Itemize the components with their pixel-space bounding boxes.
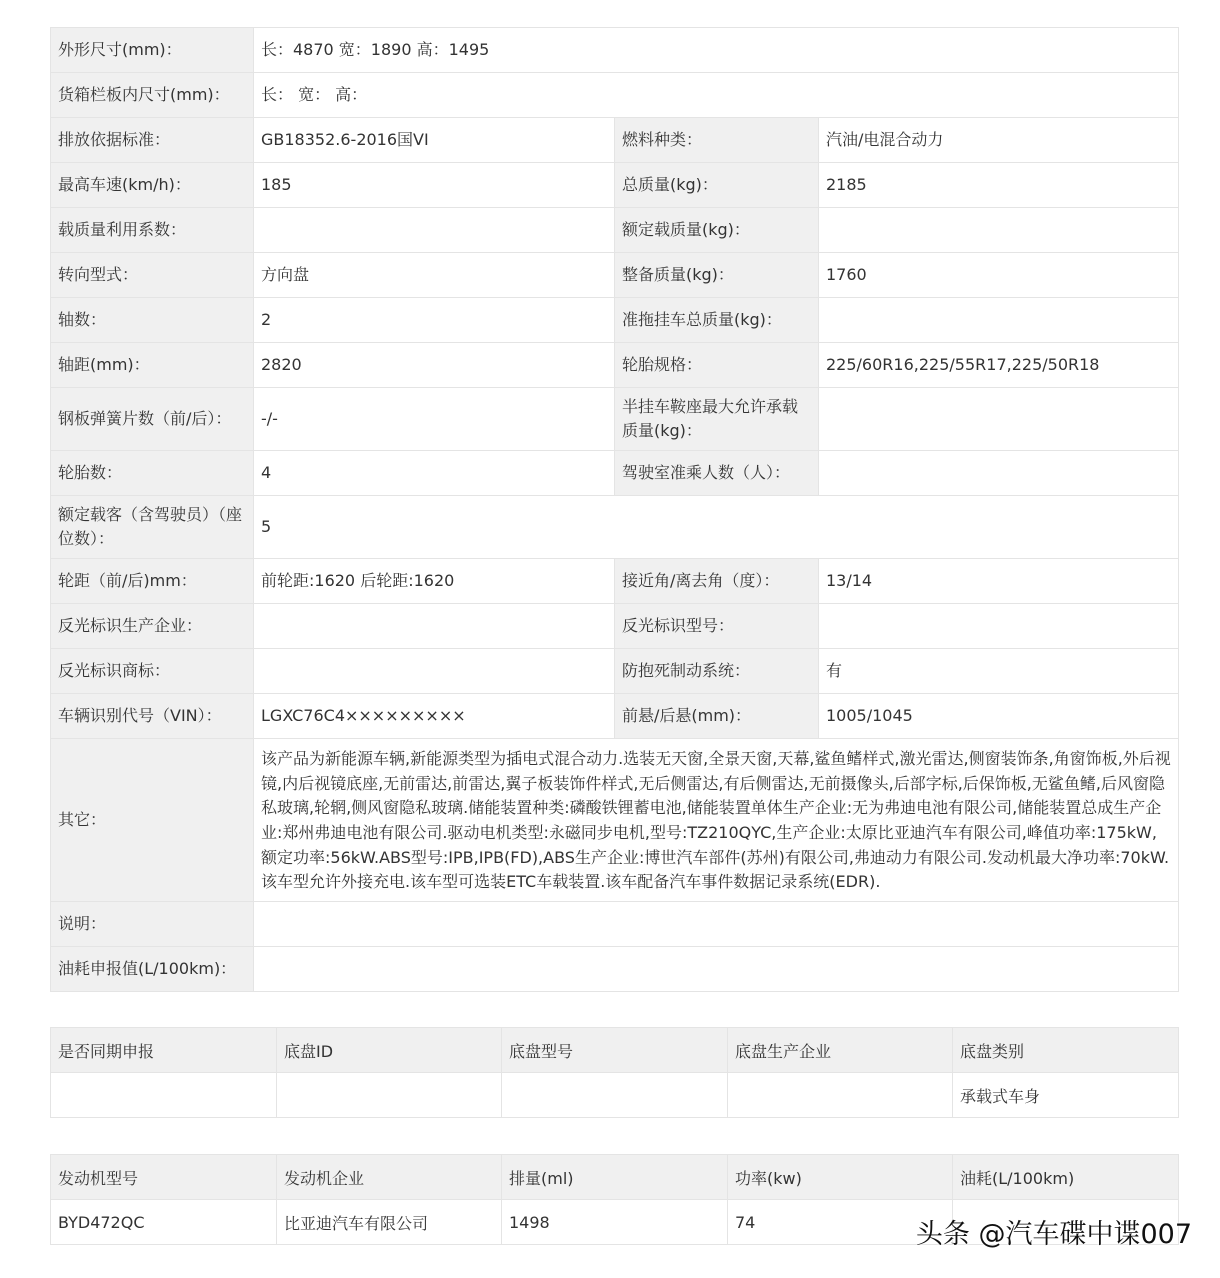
rated-load-label: 额定载质量(kg)： (615, 208, 819, 253)
reflector-model-value (819, 604, 1179, 649)
cargo-dimensions-value: 长： 宽： 高： (254, 73, 1179, 118)
steering-type-value: 方向盘 (254, 253, 615, 298)
load-coefficient-label: 载质量利用系数： (51, 208, 254, 253)
spec-row-load (51, 208, 1179, 253)
chassis-cell (51, 1073, 277, 1118)
axle-count-label: 轴数： (51, 298, 254, 343)
other-label: 其它： (51, 739, 254, 902)
reflector-model-label: 反光标识型号： (615, 604, 819, 649)
vehicle-spec-table (50, 27, 1179, 992)
total-mass-value: 2185 (819, 163, 1179, 208)
emission-standard-label: 排放依据标准： (51, 118, 254, 163)
chassis-cell (502, 1073, 728, 1118)
engine-header-row (51, 1155, 1179, 1200)
reflector-maker-value (254, 604, 615, 649)
spec-row-reflector-maker (51, 604, 1179, 649)
max-speed-label: 最高车速(km/h)： (51, 163, 254, 208)
engine-header-cell: 油耗(L/100km) (953, 1155, 1179, 1200)
spec-row-passengers (51, 496, 1179, 559)
tire-count-label: 轮胎数： (51, 451, 254, 496)
rated-load-value (819, 208, 1179, 253)
note-value (254, 902, 1179, 947)
spec-row-outer-dimensions (51, 28, 1179, 73)
wheelbase-value: 2820 (254, 343, 615, 388)
vin-label: 车辆识别代号（VIN）： (51, 694, 254, 739)
chassis-cell (728, 1073, 953, 1118)
engine-cell: 1498 (502, 1200, 728, 1245)
engine-header-cell: 排量(ml) (502, 1155, 728, 1200)
cab-seats-label: 驾驶室准乘人数（人）： (615, 451, 819, 496)
curb-mass-value: 1760 (819, 253, 1179, 298)
chassis-table (50, 1027, 1179, 1118)
spec-row-note (51, 902, 1179, 947)
reflector-maker-label: 反光标识生产企业： (51, 604, 254, 649)
emission-standard-value: GB18352.6-2016国VI (254, 118, 615, 163)
axle-count-value: 2 (254, 298, 615, 343)
wheelbase-label: 轴距(mm)： (51, 343, 254, 388)
tire-count-value: 4 (254, 451, 615, 496)
spec-row-speed-mass (51, 163, 1179, 208)
outer-dimensions-value: 长：4870 宽：1890 高：1495 (254, 28, 1179, 73)
spec-row-steering-curb (51, 253, 1179, 298)
cargo-dimensions-label: 货箱栏板内尺寸(mm)： (51, 73, 254, 118)
spec-row-axles-trailer (51, 298, 1179, 343)
fuel-consumption-label: 油耗申报值(L/100km)： (51, 947, 254, 992)
cab-seats-value (819, 451, 1179, 496)
chassis-header-cell: 底盘型号 (502, 1028, 728, 1073)
angles-value: 13/14 (819, 559, 1179, 604)
fuel-consumption-value (254, 947, 1179, 992)
engine-cell: BYD472QC (51, 1200, 277, 1245)
abs-value: 有 (819, 649, 1179, 694)
passengers-label: 额定载客（含驾驶员）（座位数）： (51, 496, 254, 559)
chassis-header-cell: 底盘类别 (953, 1028, 1179, 1073)
angles-label: 接近角/离去角（度）： (615, 559, 819, 604)
steering-type-label: 转向型式： (51, 253, 254, 298)
total-mass-label: 总质量(kg)： (615, 163, 819, 208)
engine-header-cell: 发动机型号 (51, 1155, 277, 1200)
tire-spec-label: 轮胎规格： (615, 343, 819, 388)
engine-cell: 74 (728, 1200, 953, 1245)
reflector-brand-label: 反光标识商标： (51, 649, 254, 694)
fuel-type-label: 燃料种类： (615, 118, 819, 163)
abs-label: 防抱死制动系统： (615, 649, 819, 694)
overhang-label: 前悬/后悬(mm)： (615, 694, 819, 739)
spec-row-vin-overhang (51, 694, 1179, 739)
watermark: 头条 @汽车碟中谍007 (915, 1219, 1192, 1250)
track-value: 前轮距:1620 后轮距:1620 (254, 559, 615, 604)
curb-mass-label: 整备质量(kg)： (615, 253, 819, 298)
spec-row-fuel-consumption (51, 947, 1179, 992)
vin-value: LGXC76C4××××××××× (254, 694, 615, 739)
trailer-mass-label: 准拖挂车总质量(kg)： (615, 298, 819, 343)
leaf-spring-value: -/- (254, 388, 615, 451)
chassis-header-row (51, 1028, 1179, 1073)
fuel-type-value: 汽油/电混合动力 (819, 118, 1179, 163)
saddle-load-label: 半挂车鞍座最大允许承载质量(kg)： (615, 388, 819, 451)
spec-row-reflector-brand-abs (51, 649, 1179, 694)
chassis-cell: 承载式车身 (953, 1073, 1179, 1118)
spec-row-cargo-dimensions (51, 73, 1179, 118)
tire-spec-value: 225/60R16,225/55R17,225/50R18 (819, 343, 1179, 388)
engine-header-cell: 发动机企业 (277, 1155, 502, 1200)
engine-cell: 比亚迪汽车有限公司 (277, 1200, 502, 1245)
engine-header-cell: 功率(kw) (728, 1155, 953, 1200)
max-speed-value: 185 (254, 163, 615, 208)
leaf-spring-label: 钢板弹簧片数（前/后）： (51, 388, 254, 451)
other-value: 该产品为新能源车辆,新能源类型为插电式混合动力.选装无天窗,全景天窗,天幕,鲨鱼鳍样式,激光雷达,侧窗装饰条,角窗饰板,外后视镜,内后视镜底座,无前雷达,前雷达,翼子板装饰件样式,无后侧雷达,有后侧雷达,无前摄像头,后部字标,后保饰板,无鲨鱼鳍,后风窗隐私玻璃,轮辋,侧风窗隐私玻璃.储能装置种类:磷酸铁锂蓄电池,储能装置单体生产企业:无为弗迪电池有限公司,储能装置总成生产企业:郑州弗迪电池有限公司.驱动电机类型:永磁同步电机,型号:TZ210QYC,生产企业:太原比亚迪汽车有限公司,峰值功率:175kW,额定功率:56kW.ABS型号:IPB,IPB(FD),ABS生产企业:博世汽车部件(苏州)有限公司,弗迪动力有限公司.发动机最大净功率:70kW.该车型允许外接充电.该车型可选装ETC车载装置.该车配备汽车事件数据记录系统(EDR). (254, 739, 1179, 902)
chassis-data-row (51, 1073, 1179, 1118)
spec-row-wheelbase-tires (51, 343, 1179, 388)
reflector-brand-value (254, 649, 615, 694)
chassis-cell (277, 1073, 502, 1118)
chassis-header-cell: 底盘生产企业 (728, 1028, 953, 1073)
overhang-value: 1005/1045 (819, 694, 1179, 739)
spec-row-emission-fuel (51, 118, 1179, 163)
note-label: 说明： (51, 902, 254, 947)
spec-row-track-angles (51, 559, 1179, 604)
passengers-value: 5 (254, 496, 1179, 559)
spec-row-other (51, 739, 1179, 902)
trailer-mass-value (819, 298, 1179, 343)
chassis-header-cell: 底盘ID (277, 1028, 502, 1073)
outer-dimensions-label: 外形尺寸(mm)： (51, 28, 254, 73)
spec-row-tires-cab (51, 451, 1179, 496)
spec-row-spring-saddle (51, 388, 1179, 451)
track-label: 轮距（前/后)mm： (51, 559, 254, 604)
chassis-header-cell: 是否同期申报 (51, 1028, 277, 1073)
saddle-load-value (819, 388, 1179, 451)
load-coefficient-value (254, 208, 615, 253)
